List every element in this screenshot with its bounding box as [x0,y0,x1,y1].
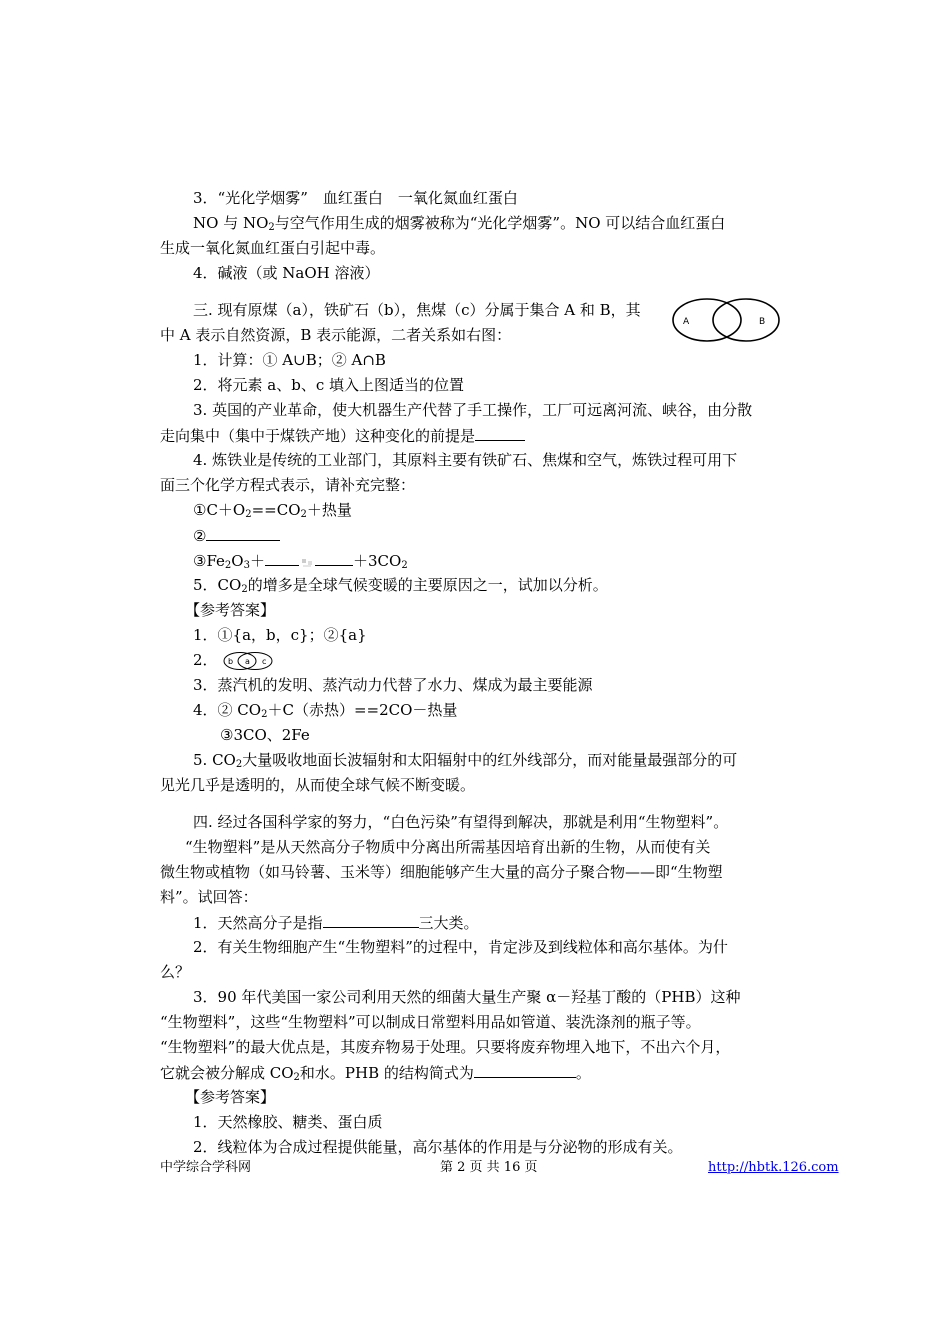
s3-q3-line1: 3. 英国的产业革命，使大机器生产代替了手工操作，工厂可远离河流、峡谷，由分散 [193,401,753,419]
s3-eq1: $①C+O_2==CO_2+$热量 [193,501,352,520]
s3-q2: 2．将元素 a、b、c 填入上图适当的位置 [193,376,465,394]
footer-site-name: 中学综合学科网 [160,1160,252,1175]
s3-eq2: ② [193,525,280,546]
s4-answer1: 1．天然橡胶、糖类、蛋白质 [193,1113,383,1131]
answer-venn-label-b: b [228,657,234,666]
s3-answer1: 1．①{a，b，c}；②{a} [193,626,367,644]
venn-set-b [713,299,779,341]
s2-explanation-line1: NO 与 $NO_2$与空气作用生成的烟雾被称为“光化学烟雾”。NO 可以结合血红蛋白 [193,214,726,233]
footer-page-number: 第 2 页 共 16 页 [440,1160,538,1175]
venn-label-a: A [683,317,690,327]
s4-q2-line1: 2．有关生物细胞产生“生物塑料”的过程中，肯定涉及到线粒体和高尔基体。为什 [193,938,728,956]
s4-intro: 四. 经过各国科学家的努力，“白色污染”有望得到解决，那就是利用“生物塑料”。 [193,813,729,831]
s3-q1: 1．计算：① A∪B；② A∩B [193,351,386,369]
s3-q3-line2: 走向集中（集中于煤铁产地）这种变化的前提是 [160,425,525,446]
s4-q2-line2: 么？ [160,963,191,981]
s4-answer2: 2．线粒体为合成过程提供能量，高尔基体的作用是与分泌物的形成有关。 [193,1138,683,1156]
answer-blank[interactable] [206,525,280,541]
answer-blank[interactable] [323,912,419,928]
venn-diagram [670,296,782,346]
s2-item3: 3．“光化学烟雾” 血红蛋白 一氧化氮血红蛋白 [193,189,518,207]
answer-blank[interactable] [315,550,353,566]
s2-item4: 4．碱液（或 NaOH 溶液） [193,264,380,282]
answer-venn-set-b [238,653,272,670]
answer-venn-label-c: c [262,657,267,666]
s4-answer-header: 【参考答案】 [185,1088,276,1106]
s3-answer5-line1: 5. $CO_2$大量吸收地面长波辐射和太阳辐射中的红外线部分，而对能量最强部分的可 [193,751,738,770]
s3-intro-line1: 三. 现有原煤（a），铁矿石（b），焦煤（c）分属于集合 A 和 B，其 [193,301,641,319]
answer-blank[interactable] [474,1062,576,1078]
s3-intro-line2: 中 A 表示自然资源，B 表示能源，二者关系如右图： [160,326,512,344]
s3-answer4-part3: ③3CO、2Fe [220,726,310,744]
s2-explanation-line2: 生成一氧化氮血红蛋白引起中毒。 [160,239,386,257]
answer-blank[interactable] [475,425,525,441]
answer-venn-label-a: a [245,657,251,666]
faint-mark-icon [299,556,315,568]
s4-q1: 1．天然高分子是指 三大类。 [193,914,479,932]
s4-paragraph-line1: “生物塑料”是从天然高分子物质中分离出所需基因培育出新的生物，从而使有关 [185,838,711,856]
s3-answer4: 4．② $CO_2+C$（赤热）==2CO－热量 [193,701,458,720]
s3-answer2: 2． b a c [193,650,274,671]
s3-answer-header: 【参考答案】 [185,601,276,619]
answer-venn-diagram [222,651,274,671]
s3-eq3: $③Fe_2O_3+ +3CO_2$ [193,552,408,571]
s4-paragraph-line2: 微生物或植物（如马铃薯、玉米等）细胞能够产生大量的高分子聚合物——即“生物塑 [160,863,723,881]
venn-label-b: B [759,317,766,327]
s3-q4-line2: 面三个化学方程式表示，请补充完整： [160,476,416,494]
s3-answer3: 3．蒸汽机的发明、蒸汽动力代替了水力、煤成为最主要能源 [193,676,593,694]
answer-blank[interactable] [265,550,299,566]
s3-q4-line1: 4. 炼铁业是传统的工业部门，其原料主要有铁矿石、焦煤和空气，炼铁过程可用下 [193,451,738,469]
s4-paragraph-line3: 料”。试回答： [160,888,258,906]
footer-link[interactable]: http://hbtk.126.com [708,1160,839,1175]
s4-q3-line2: “生物塑料”，这些“生物塑料”可以制成日常塑料用品如管道、装洗涤剂的瓶子等。 [160,1013,701,1031]
s4-q3-line1: 3．90 年代美国一家公司利用天然的细菌大量生产聚 α－羟基丁酸的（PHB）这种 [193,988,741,1006]
s4-q3-line3: “生物塑料”的最大优点是，其废弃物易于处理。只要将废弃物埋入地下，不出六个月， [160,1038,731,1056]
s4-q3-line4: 它就会被分解成 $CO_2$和水。PHB 的结构简式为 。 [160,1064,591,1083]
s3-q5: 5．$CO_2$的增多是全球气候变暖的主要原因之一，试加以分析。 [193,576,608,595]
s3-answer5-line2: 见光几乎是透明的，从而使全球气候不断变暖。 [160,776,476,794]
